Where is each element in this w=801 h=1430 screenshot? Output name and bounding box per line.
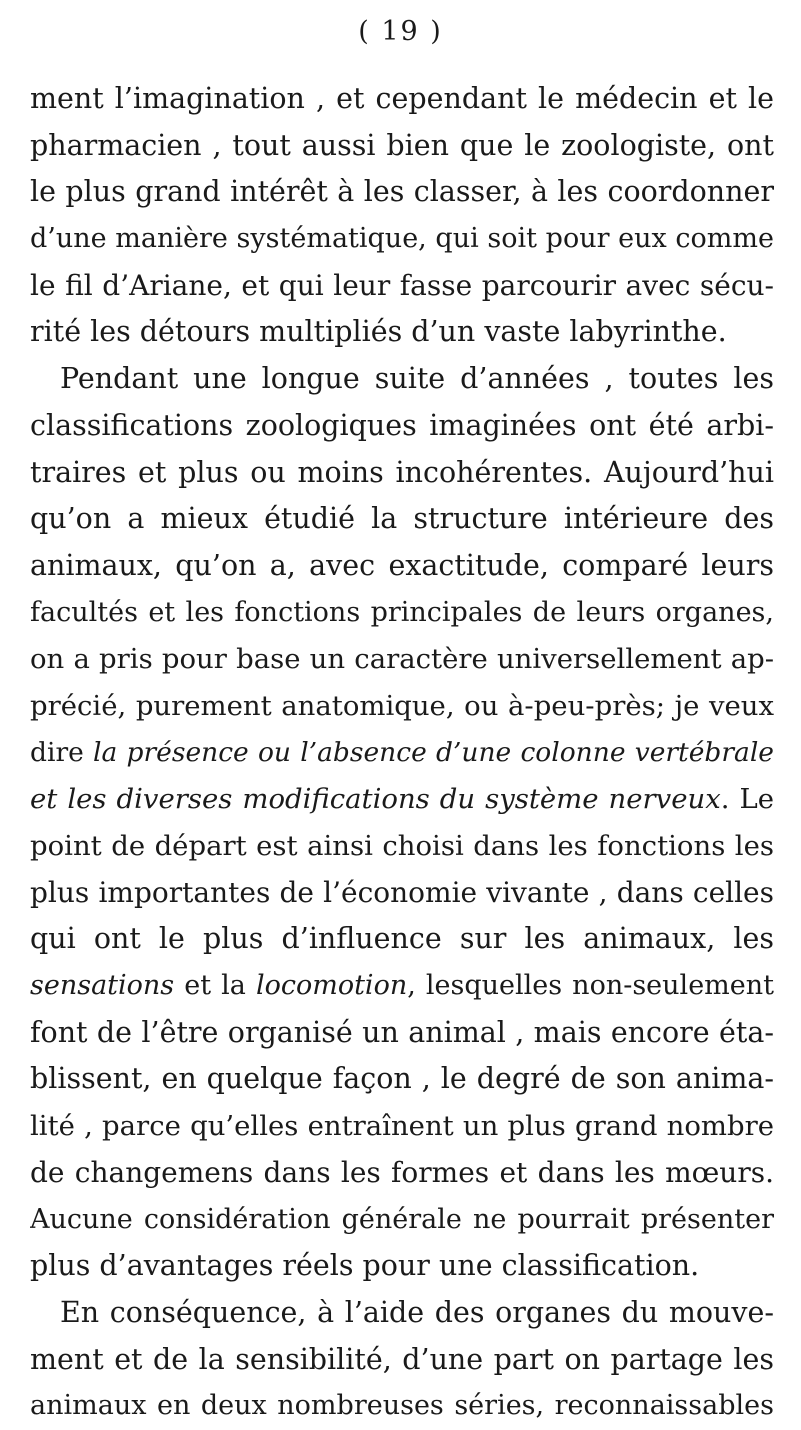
text-line <box>30 450 774 497</box>
italic-text-segment: locomotion <box>255 970 408 1002</box>
text-segment: lité , parce qu’elles entraînent un plus grand nombre <box>30 1110 774 1143</box>
text-line <box>30 123 774 170</box>
italic-text-segment: la présence ou l’absence d’une colonne vertébrale <box>93 736 774 768</box>
text-line <box>30 1197 774 1244</box>
text-line <box>30 403 774 450</box>
text-segment: ment et de la sensibilité, d’une part on partage les <box>30 1342 774 1376</box>
text-line <box>30 1103 774 1150</box>
text-line <box>30 1383 774 1430</box>
text-segment: plus d’avantages réels pour une classification. <box>30 1249 700 1283</box>
text-segment: animaux en deux nombreuses séries, reconnaissables <box>30 1390 774 1422</box>
text-segment: blissent, en quelque façon , le degré de son anima- <box>30 1062 774 1096</box>
text-segment: de changemens dans les formes et dans les mœurs. <box>30 1155 774 1189</box>
text-line <box>30 776 774 823</box>
italic-text-segment: sensations <box>30 970 175 1002</box>
text-segment: ment l’imagination , et cependant le médecin et le <box>30 82 774 115</box>
text-line <box>30 730 774 777</box>
text-segment: et la <box>174 970 256 1002</box>
text-line <box>30 636 774 683</box>
text-line <box>30 590 774 637</box>
text-line <box>30 683 774 730</box>
text-line <box>30 216 774 263</box>
text-line <box>30 1290 774 1337</box>
text-line <box>30 496 774 543</box>
text-segment: on a pris pour base un caractère universellement ap- <box>30 643 774 676</box>
text-segment: qu’on a mieux étudié la structure intérieure des <box>30 502 774 536</box>
text-line <box>30 1243 774 1290</box>
text-line <box>30 1337 774 1384</box>
text-segment: traires et plus ou moins incohérentes. Aujourd’hui <box>30 455 774 489</box>
text-segment: . Le <box>720 783 774 816</box>
text-segment: le fil d’Ariane, et qui leur fasse parcourir avec sécu- <box>30 268 774 302</box>
text-segment: point de départ est ainsi choisi dans les fonctions les <box>30 830 774 862</box>
text-segment: animaux, qu’on a, avec exactitude, comparé leurs <box>30 548 774 582</box>
text-segment: pharmacien , tout aussi bien que le zoologiste, ont <box>30 128 774 162</box>
text-segment: Pendant une longue suite d’années , toutes les <box>60 362 774 396</box>
page-number: ( 19 ) <box>358 16 443 47</box>
text-line <box>30 1150 774 1197</box>
text-line <box>30 963 774 1010</box>
text-line <box>30 1056 774 1103</box>
text-segment: Aucune considération générale ne pourrait présenter <box>30 1203 774 1235</box>
text-segment: le plus grand intérêt à les classer, à les coordonner <box>30 175 774 209</box>
text-line <box>30 309 774 356</box>
text-line <box>30 263 774 310</box>
text-line <box>30 823 774 870</box>
text-line <box>30 1010 774 1057</box>
text-line <box>30 356 774 403</box>
text-line <box>30 916 774 963</box>
text-segment: facultés et les fonctions principales de leurs organes, <box>30 596 774 628</box>
italic-text-segment: et les diverses modifications du système nerveux <box>30 783 721 816</box>
text-segment: classifications zoologiques imaginées ont été arbi- <box>30 408 774 442</box>
text-segment: En conséquence, à l’aide des organes du mouve- <box>60 1295 774 1329</box>
text-segment: plus importantes de l’économie vivante , dans celles <box>30 875 774 909</box>
text-segment: rité les détours multipliés d’un vaste labyrinthe. <box>30 315 727 349</box>
text-segment: font de l’être organisé un animal , mais encore éta- <box>30 1015 774 1049</box>
text-line <box>30 870 774 917</box>
text-segment: d’une manière systématique, qui soit pour eux comme <box>30 223 774 255</box>
text-segment: dire <box>30 736 94 768</box>
text-segment: qui ont le plus d’influence sur les animaux, les <box>30 922 774 956</box>
text-line <box>30 543 774 590</box>
text-line <box>30 169 774 216</box>
text-segment: précié, purement anatomique, ou à-peu-près; je veux <box>30 689 774 722</box>
body-text <box>30 76 774 1430</box>
text-line <box>30 76 774 123</box>
text-segment: , lesquelles non-seulement <box>407 970 774 1002</box>
